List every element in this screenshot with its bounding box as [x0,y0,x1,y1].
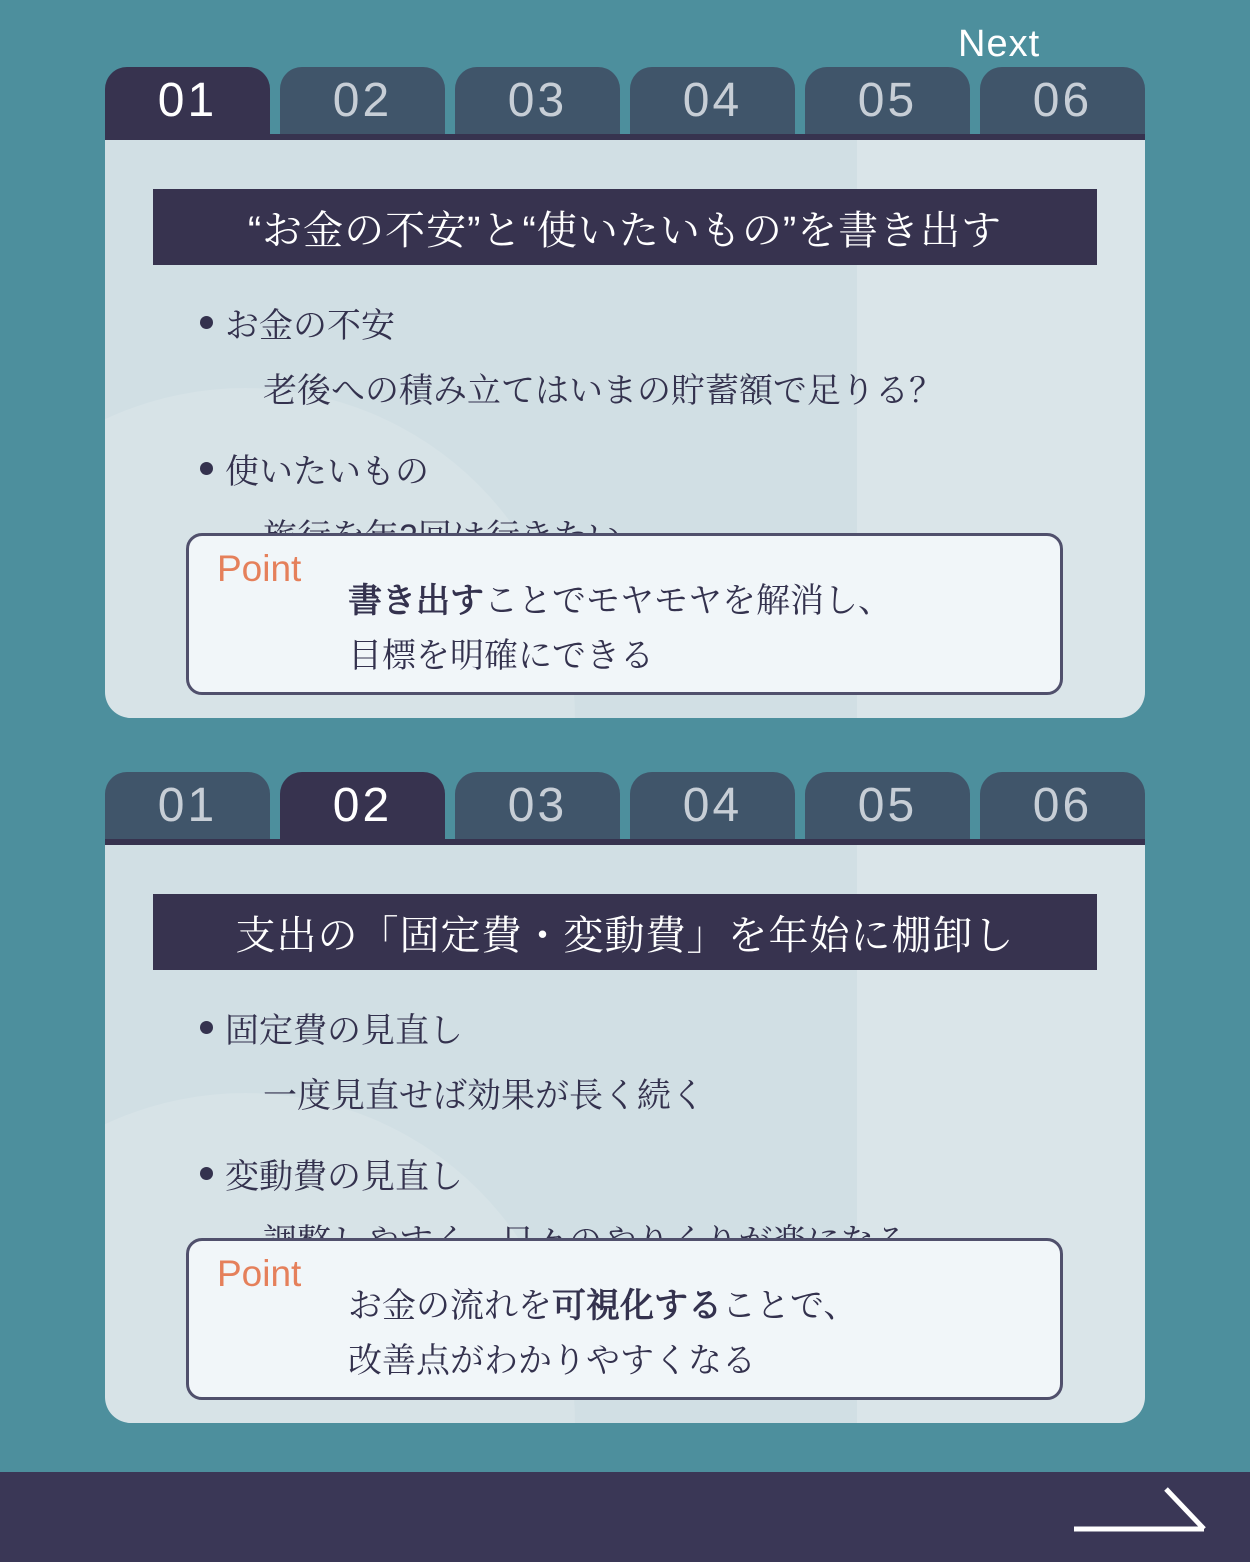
next-button[interactable]: Next [958,23,1041,65]
tab-06[interactable] [980,772,1145,839]
point-line1-bold: 書き出す [348,582,484,620]
section-title: 支出の「固定費・変動費」を年始に棚卸し [235,913,1015,958]
bullet-heading: 変動費の見直し [225,1158,463,1196]
bullet-heading: 使いたいもの [225,453,429,491]
bullet-dot-icon [200,1021,213,1034]
point-line2: 目標を明確にできる [348,637,654,676]
tab-label: 05 [857,779,918,832]
point-line1-post: ことでモヤモヤを解消し、 [484,582,892,620]
point-text [348,1279,857,1389]
point-line1-pre: お金の流れを [348,1287,552,1325]
tab-label: 03 [507,779,568,832]
tab-03[interactable] [455,772,620,839]
tab-03[interactable] [455,67,620,134]
tab-02[interactable] [280,67,445,134]
bullet-heading: お金の不安 [225,307,395,345]
point-line1-bold: 可視化する [552,1287,722,1325]
point-label: Point [217,1253,302,1294]
point-box [186,1238,1063,1400]
tab-label: 05 [857,74,918,127]
tab-06[interactable] [980,67,1145,134]
section-title-banner [153,894,1097,970]
bullet-item [200,1149,908,1198]
tab-label: 04 [682,74,743,127]
tab-05[interactable] [805,772,970,839]
card-step-02 [105,772,1145,1423]
bullet-heading: 固定費の見直し [225,1012,463,1050]
tab-label: 06 [1032,779,1093,832]
tab-label: 03 [507,74,568,127]
point-text [348,574,892,684]
tab-04[interactable] [630,67,795,134]
bullet-item [200,1003,908,1052]
arrow-right-icon[interactable] [1072,1484,1208,1536]
section-title: “お金の不安”と“使いたいもの”を書き出す [247,208,1003,253]
point-line1-post: ことで、 [722,1287,858,1325]
tab-bar [105,772,1145,845]
bullet-dot-icon [200,462,213,475]
footer-bar [0,1472,1250,1562]
tab-label: 02 [332,74,393,127]
bullet-item [200,444,943,493]
bullet-detail: 一度見直せば効果が長く続く [263,1077,705,1115]
tab-label: 02 [332,779,393,832]
tab-label: 01 [157,779,218,832]
tab-label: 06 [1032,74,1093,127]
card-body [105,845,1145,1423]
section-title-banner [153,189,1097,265]
tab-01[interactable] [105,772,270,839]
point-box [186,533,1063,695]
tab-02[interactable] [280,772,445,839]
bullet-dot-icon [200,1167,213,1180]
bullet-detail: 老後への積み立てはいまの貯蓄額で足りる？ [263,372,943,410]
tab-label: 04 [682,779,743,832]
tab-05[interactable] [805,67,970,134]
bullet-item [200,298,943,347]
card-step-01 [105,67,1145,718]
tab-01[interactable] [105,67,270,134]
bullet-dot-icon [200,316,213,329]
card-body [105,140,1145,718]
point-line2: 改善点がわかりやすくなる [348,1342,756,1381]
point-label: Point [217,548,302,589]
tab-bar [105,67,1145,140]
tab-04[interactable] [630,772,795,839]
tab-label: 01 [157,74,218,127]
